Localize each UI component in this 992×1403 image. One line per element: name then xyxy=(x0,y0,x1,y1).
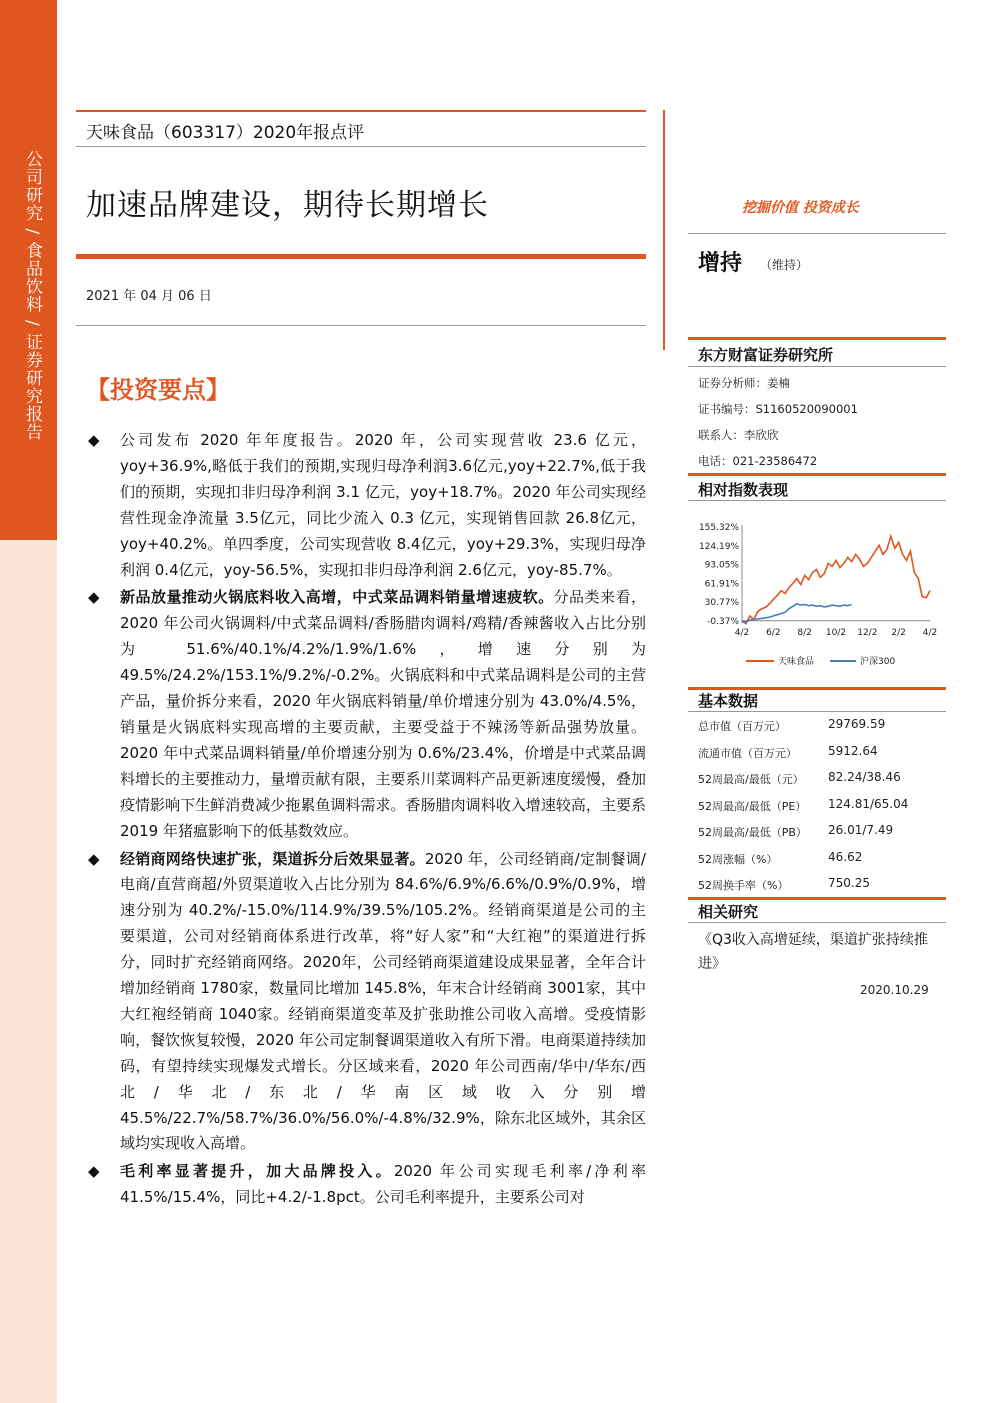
header-sub-rule xyxy=(76,146,646,147)
basic-data-key: 流通市值（百万元） xyxy=(698,746,797,760)
y-tick-label: 93.05% xyxy=(704,560,739,571)
report-date: 2021 年 04 月 06 日 xyxy=(86,289,212,304)
legend-label-tianwei: 天味食品 xyxy=(778,657,815,667)
header-top-rule xyxy=(76,110,646,112)
basic-data-table xyxy=(698,712,946,898)
point-text: 公司发布 2020 年年度报告。2020 年，公司实现营收 23.6 亿元，yoy+36.9%,略低于我们的预期,实现归母净利润3.6亿元,yoy+22.7%,低于我们的预期，实现扣非归母净利润 3.1 亿元，yoy+18.7%。2020 年公司实现经营性现金净流量 3.5亿元，同比少流入 0.3 亿元，实现销售回款 26.8亿元，yoy+40.2%。单四季度，公司实现营收 8.4亿元，yoy+29.3%，实现归母净利润 0.4亿元，yoy-56.5%，实现扣非归母净利润 2.6亿元，yoy-85.7%。 xyxy=(120,431,646,579)
diamond-bullet-icon: ◆ xyxy=(88,1162,100,1181)
x-tick-label: 4/2 xyxy=(922,628,938,638)
basic-data-value: 29769.59 xyxy=(828,717,886,731)
point-item xyxy=(86,847,646,1158)
page-title: 加速品牌建设，期待长期增长 xyxy=(86,188,489,223)
diamond-bullet-icon: ◆ xyxy=(88,588,100,607)
column-divider xyxy=(663,110,665,350)
institute-bottom-rule xyxy=(688,366,946,367)
phone-line: 电话：021-23586472 xyxy=(698,454,818,468)
basic-data-value: 82.24/38.46 xyxy=(828,770,901,784)
related-research-title: 相关研究 xyxy=(698,903,759,921)
x-tick-label: 8/2 xyxy=(797,628,812,638)
point-lead: 经销商网络快速扩张，渠道拆分后效果显著。 xyxy=(120,849,425,868)
legend-label-csi300: 沪深300 xyxy=(860,657,896,667)
y-tick-label: 30.77% xyxy=(704,598,739,609)
basic-data-row xyxy=(698,845,946,872)
basic-data-value: 124.81/65.04 xyxy=(828,796,909,811)
chart-title: 相对指数表现 xyxy=(698,481,789,499)
related-top-rule xyxy=(688,897,946,900)
x-tick-label: 10/2 xyxy=(825,628,847,638)
point-item xyxy=(86,585,646,844)
point-item xyxy=(86,428,646,583)
rating: 增持 xyxy=(698,251,743,276)
related-report-date: 2020.10.29 xyxy=(860,983,929,997)
basic-data-row xyxy=(698,765,946,792)
point-lead: 新品放量推动火锅底料收入高增，中式菜品调料销量增速疲软。 xyxy=(120,588,554,607)
point-lead: 毛利率显著提升，加大品牌投入。 xyxy=(120,1162,394,1181)
chart-title-rule xyxy=(688,500,946,501)
diamond-bullet-icon: ◆ xyxy=(88,849,100,868)
related-title-rule xyxy=(688,922,946,923)
x-tick-label: 12/2 xyxy=(857,628,878,638)
x-tick-label: 2/2 xyxy=(891,628,906,638)
y-tick-label: -0.37% xyxy=(707,617,739,627)
basic-data-row xyxy=(698,818,946,845)
y-tick-label: 124.19% xyxy=(698,541,739,552)
basic-data-key: 52周涨幅（%） xyxy=(698,852,778,866)
point-text: 分品类来看，2020 年公司火锅调料/中式菜品调料/香肠腊肉调料/鸡精/香辣酱收入占比分别为 51.6%/40.1%/4.2%/1.9%/1.6%，增速分别为 49.5%/24.2%/153.1%/9.2%/-0.2%。火锅底料和中式菜品调料是公司的主营产品，量价拆分来看，2020 年火锅底料销量/单价增速分别为 43.0%/4.5%，销量是火锅底料实现高增的主要贡献，主要受益于不辣汤等新品强势放量。2020 年中式菜品调料销量/单价增速分别为 0.6%/23.4%，价增是中式菜品调料增长的主要推动力，量增贡献有限，主要系川菜调料产品更新速度缓慢，叠加疫情影响下生鲜消费减少拖累鱼调料需求。香肠腊肉调料收入增速较高，主要系 2019 年猪瘟影响下的低基数效应。 xyxy=(120,588,646,840)
sidebar-band xyxy=(0,0,57,1403)
relative-index-chart-svg xyxy=(698,515,946,675)
basic-data-row xyxy=(698,739,946,766)
slogan-rule xyxy=(688,233,946,234)
title-bottom-rule xyxy=(76,254,646,259)
basic-data-key: 52周最高/最低（PB） xyxy=(698,826,807,839)
y-tick-label: 61.91% xyxy=(704,579,739,590)
basic-data-row xyxy=(698,712,946,739)
contact-line: 联系人：李欣欣 xyxy=(698,428,779,442)
basic-data-value: 46.62 xyxy=(828,849,863,864)
point-text: 2020 年公司实现毛利率/净利率 41.5%/15.4%，同比+4.2/-1.8pct。公司毛利率提升，主要系公司对 xyxy=(120,1162,646,1207)
report-subtitle: 天味食品（603317）2020年报点评 xyxy=(86,123,365,143)
basic-data-value: 750.25 xyxy=(828,876,870,890)
investment-points-list xyxy=(86,428,646,1211)
chart-top-rule xyxy=(688,473,946,476)
basic-data-key: 52周换手率（%） xyxy=(698,879,789,892)
x-tick-label: 6/2 xyxy=(766,628,781,638)
section-heading-investment-points: 【投资要点】 xyxy=(86,375,230,404)
series-line-tianwei xyxy=(742,536,930,624)
basic-data-value: 26.01/7.49 xyxy=(828,823,894,837)
analyst-line: 证券分析师：姜楠 xyxy=(698,376,790,390)
rating-note: （维持） xyxy=(760,258,809,272)
basic-data-key: 52周最高/最低（PE） xyxy=(698,799,807,813)
y-tick-label: 155.32% xyxy=(698,523,739,533)
sidebar-category-text: 公司研究 / 食品饮料 / 证券研究报告 xyxy=(22,150,42,442)
date-bottom-rule xyxy=(76,325,646,326)
x-tick-label: 4/2 xyxy=(734,628,750,638)
point-item xyxy=(86,1159,646,1211)
point-text: 2020 年，公司经销商/定制餐调/电商/直营商超/外贸渠道收入占比分别为 84.6%/6.9%/6.6%/0.9%/0.9%，增速分别为 40.2%/-15.0%/114.9%/39.5%/105.2%。经销商渠道是公司的主要渠道，公司对经销商体系进行改革，将“好人家”和“大红袍”的渠道进行拆分，同时扩充经销商网络。2020年，公司经销商渠道建设成果显著，全年合计增加经销商 1780家，数量同比增加 145.8%，年末合计经销商 3001家，其中大红袍经销商 1040家。经销商渠道变革及扩张助推公司收入高增。受疫情影响，餐饮恢复较慢，2020 年公司定制餐调渠道收入有所下滑。电商渠道持续加码，有望持续实现爆发式增长。分区域来看，2020 年公司西南/华中/华东/西北/华北/东北/华南区域收入分别增 45.5%/22.7%/58.7%/36.0%/56.0%/-4.8%/32.9%，除东北区域外，其余区域均实现收入高增。 xyxy=(120,849,646,1153)
related-report-link[interactable]: 《Q3收入高增延续，渠道扩张持续推进》 xyxy=(698,932,928,972)
basic-data-row xyxy=(698,871,946,898)
institute-top-rule xyxy=(688,337,946,340)
slogan: 挖掘价值 投资成长 xyxy=(742,200,859,216)
diamond-bullet-icon: ◆ xyxy=(88,431,100,449)
basic-data-row xyxy=(698,792,946,819)
basic-data-title: 基本数据 xyxy=(698,692,759,710)
basic-data-key: 52周最高/最低（元） xyxy=(698,773,804,786)
institute-name: 东方财富证券研究所 xyxy=(698,346,834,364)
series-line-csi300 xyxy=(742,604,852,622)
relative-index-chart xyxy=(698,515,946,675)
basic-data-key: 总市值（百万元） xyxy=(698,720,786,733)
basic-data-value: 5912.64 xyxy=(828,743,878,758)
cert-line: 证书编号：S1160520090001 xyxy=(698,402,858,416)
